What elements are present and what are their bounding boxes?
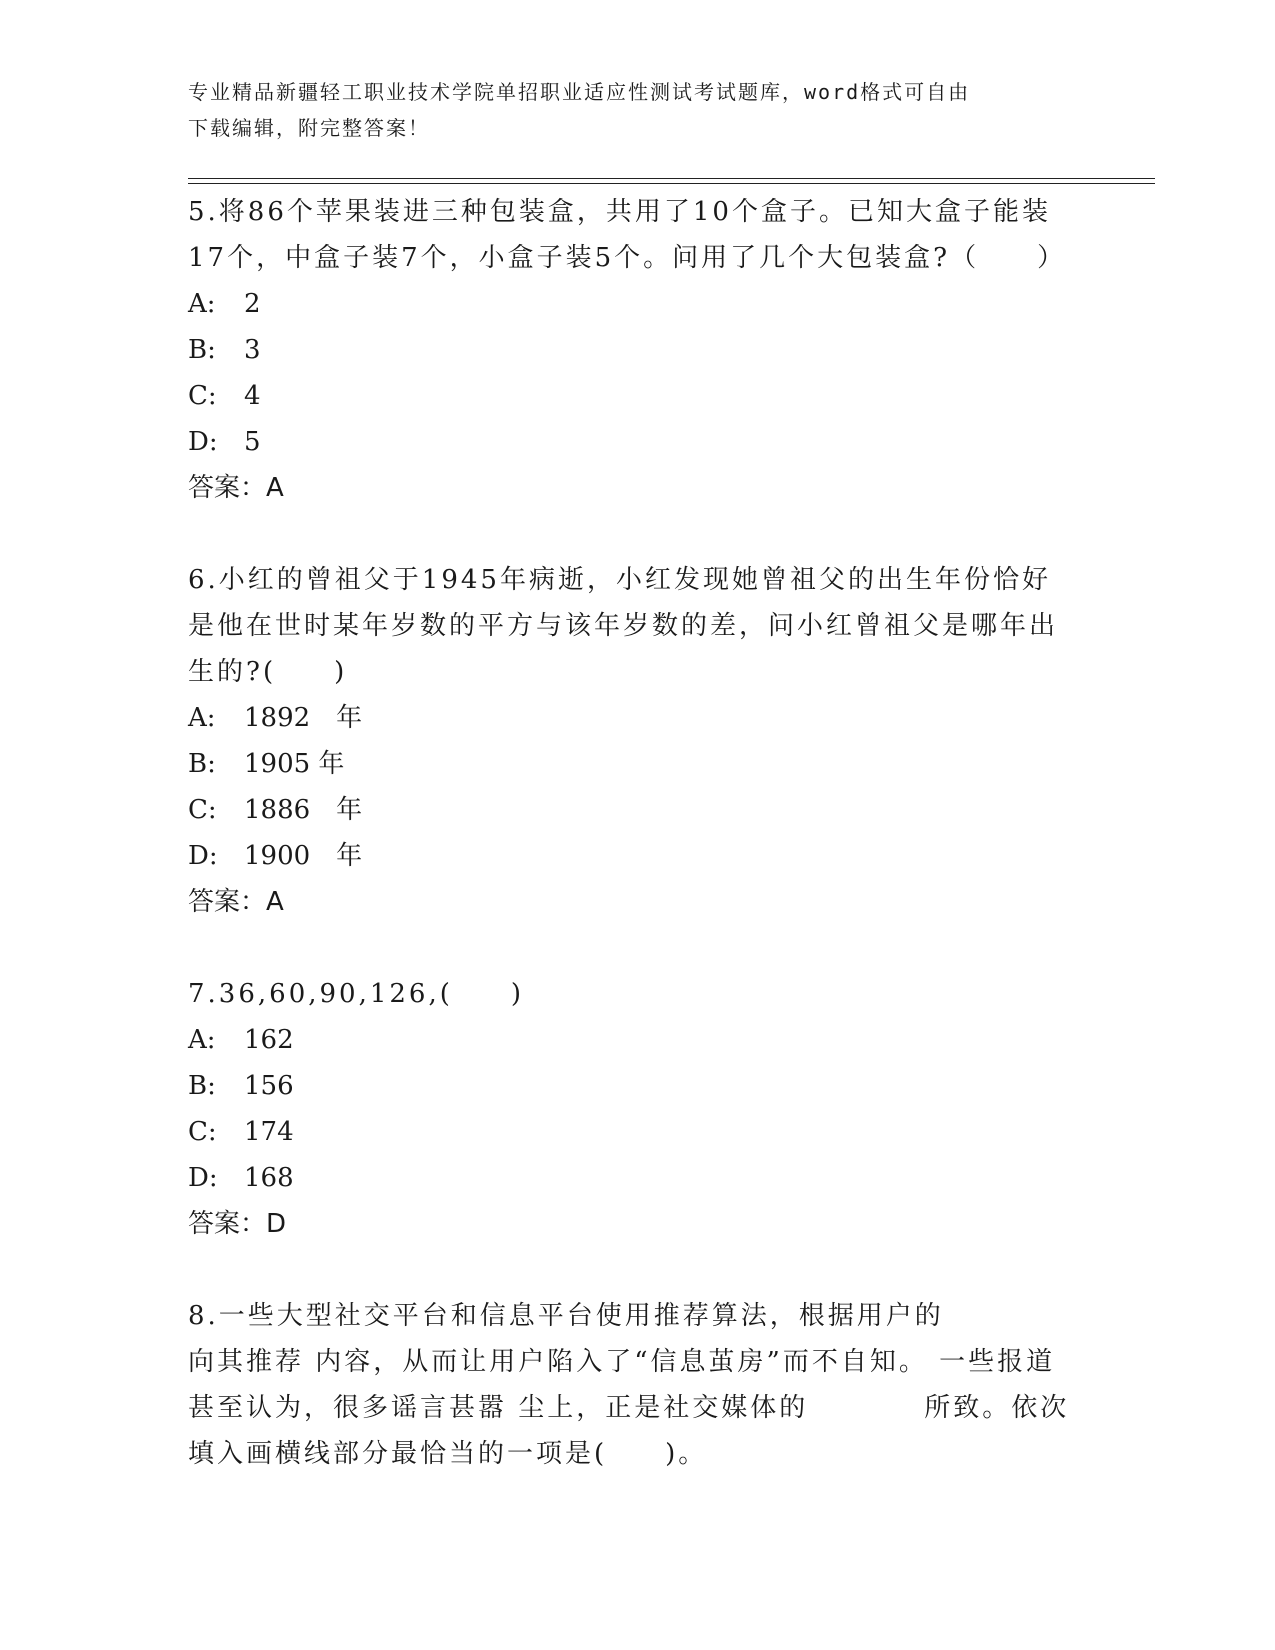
option-value: 174 <box>244 1117 294 1147</box>
option-label: B: <box>188 1071 216 1101</box>
option-a <box>188 1017 1078 1063</box>
header-line-2: 下载编辑，附完整答案！ <box>188 116 430 140</box>
option-c <box>188 1109 1078 1155</box>
answer-line: 答案：D <box>188 1209 287 1239</box>
option-label: B: <box>188 335 216 365</box>
question-stem: 6.小红的曾祖父于1945年病逝，小红发现她曾祖父的出生年份恰好是他在世时某年岁数的平方与该年岁数的差，问小红曾祖父是哪年出生的?( ) <box>188 565 1059 687</box>
header-divider-top <box>188 178 1155 179</box>
option-label: A: <box>188 289 216 319</box>
option-label: D: <box>188 427 218 457</box>
option-d <box>188 419 1078 465</box>
option-a <box>188 281 1078 327</box>
question-6 <box>188 557 1078 925</box>
option-value: 1886 年 <box>244 795 363 825</box>
option-a <box>188 695 1078 741</box>
option-c <box>188 787 1078 833</box>
question-7 <box>188 971 1078 1247</box>
option-d <box>188 833 1078 879</box>
header-line-1: 专业精品新疆轻工职业技术学院单招职业适应性测试考试题库，word格式可自由 <box>188 80 971 104</box>
option-label: C: <box>188 1117 217 1147</box>
option-c <box>188 373 1078 419</box>
option-value: 162 <box>244 1025 294 1055</box>
question-list <box>188 189 1078 1523</box>
option-d <box>188 1155 1078 1201</box>
option-value: 168 <box>244 1163 294 1193</box>
option-value: 3 <box>244 335 261 365</box>
option-label: C: <box>188 381 217 411</box>
question-5 <box>188 189 1078 511</box>
question-stem: 8.一些大型社交平台和信息平台使用推荐算法，根据用户的 向其推荐 内容，从而让用户陷入了“信息茧房”而不自知。 一些报道甚至认为，很多谣言甚嚣 尘上，正是社交媒体的 所致。依次填入画横线部分最恰当的一项是( )。 <box>188 1301 1070 1469</box>
option-b <box>188 741 1078 787</box>
option-value: 1900 年 <box>244 841 363 871</box>
question-stem: 5.将86个苹果装进三种包装盒，共用了10个盒子。已知大盒子能装17个，中盒子装7个，小盒子装5个。问用了几个大包装盒?（ ） <box>188 197 1067 273</box>
option-value: 156 <box>244 1071 294 1101</box>
option-label: D: <box>188 1163 218 1193</box>
option-value: 1905 年 <box>244 749 345 779</box>
question-stem: 7.36,60,90,126,( ) <box>188 979 525 1009</box>
answer-line: 答案：A <box>188 473 284 503</box>
answer-line: 答案：A <box>188 887 284 917</box>
option-label: C: <box>188 795 217 825</box>
option-value: 2 <box>244 289 261 319</box>
option-label: B: <box>188 749 216 779</box>
option-b <box>188 1063 1078 1109</box>
document-header <box>188 74 1068 146</box>
option-label: A: <box>188 1025 216 1055</box>
header-divider-bottom <box>188 183 1155 184</box>
option-label: A: <box>188 703 216 733</box>
question-8 <box>188 1293 1078 1477</box>
option-label: D: <box>188 841 218 871</box>
option-value: 1892 年 <box>244 703 363 733</box>
option-b <box>188 327 1078 373</box>
option-value: 5 <box>244 427 261 457</box>
option-value: 4 <box>244 381 261 411</box>
